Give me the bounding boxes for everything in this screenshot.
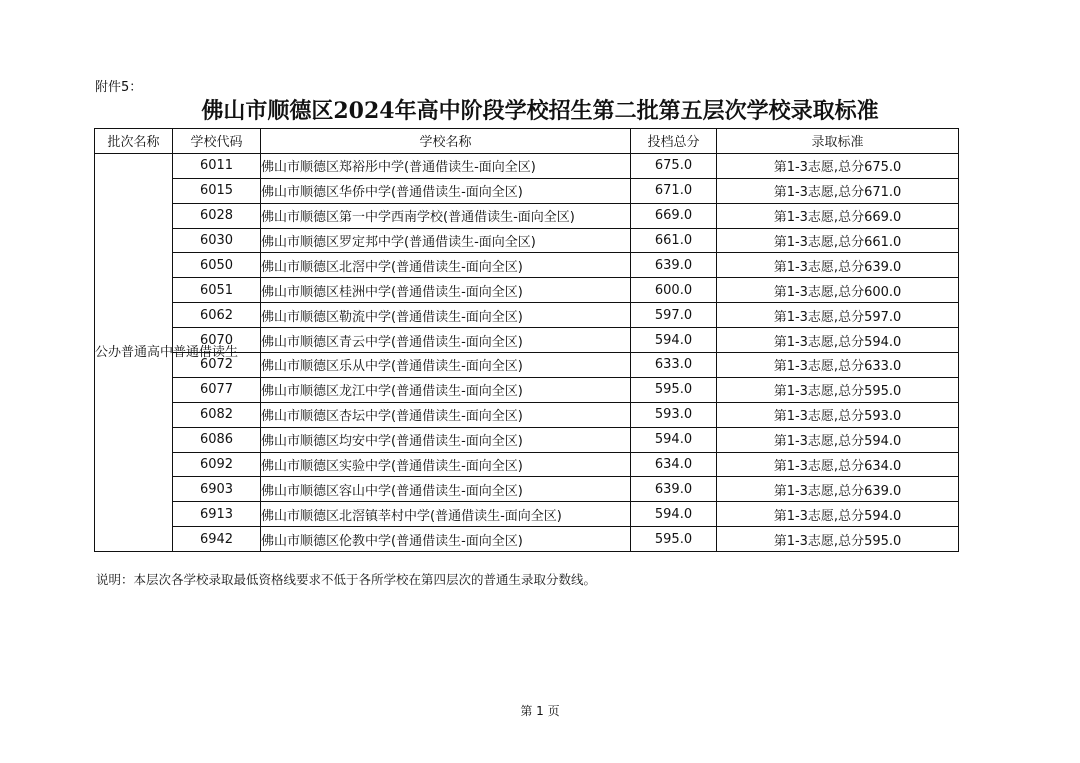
standard-cell: 第1-3志愿,总分661.0: [717, 228, 959, 253]
school-code-cell: 6011: [173, 153, 261, 178]
table-row: [95, 153, 959, 178]
school-name-cell: 佛山市顺德区桂洲中学(普通借读生-面向全区): [261, 278, 631, 303]
note-text: 说明：本层次各学校录取最低资格线要求不低于各所学校在第四层次的普通生录取分数线。: [96, 572, 597, 587]
school-name-cell: 佛山市顺德区青云中学(普通借读生-面向全区): [261, 328, 631, 353]
school-code-cell: 6903: [173, 477, 261, 502]
admission-table: [94, 128, 959, 552]
score-cell: 597.0: [631, 303, 717, 328]
score-cell: 595.0: [631, 527, 717, 552]
score-cell: 661.0: [631, 228, 717, 253]
table-row: [95, 502, 959, 527]
school-name-cell: 佛山市顺德区罗定邦中学(普通借读生-面向全区): [261, 228, 631, 253]
header-school-name: 学校名称: [261, 129, 631, 154]
school-code-cell: 6051: [173, 278, 261, 303]
page-number: 第 1 页: [520, 704, 560, 718]
standard-cell: 第1-3志愿,总分675.0: [717, 153, 959, 178]
standard-cell: 第1-3志愿,总分595.0: [717, 377, 959, 402]
standard-cell: 第1-3志愿,总分633.0: [717, 353, 959, 378]
table-row: [95, 203, 959, 228]
standard-cell: 第1-3志愿,总分669.0: [717, 203, 959, 228]
table-row: [95, 278, 959, 303]
standard-cell: 第1-3志愿,总分597.0: [717, 303, 959, 328]
school-code-cell: 6942: [173, 527, 261, 552]
score-cell: 593.0: [631, 402, 717, 427]
score-cell: 669.0: [631, 203, 717, 228]
school-code-cell: 6028: [173, 203, 261, 228]
school-name-cell: 佛山市顺德区北滘中学(普通借读生-面向全区): [261, 253, 631, 278]
school-name-cell: 佛山市顺德区华侨中学(普通借读生-面向全区): [261, 178, 631, 203]
table-row: [95, 477, 959, 502]
score-cell: 675.0: [631, 153, 717, 178]
batch-cell: 公办普通高中普通借读生: [95, 153, 173, 551]
table-row: [95, 527, 959, 552]
standard-cell: 第1-3志愿,总分634.0: [717, 452, 959, 477]
standard-cell: 第1-3志愿,总分671.0: [717, 178, 959, 203]
score-cell: 600.0: [631, 278, 717, 303]
school-name-cell: 佛山市顺德区第一中学西南学校(普通借读生-面向全区): [261, 203, 631, 228]
table-row: [95, 377, 959, 402]
standard-cell: 第1-3志愿,总分639.0: [717, 253, 959, 278]
score-cell: 594.0: [631, 502, 717, 527]
standard-cell: 第1-3志愿,总分595.0: [717, 527, 959, 552]
school-code-cell: 6072: [173, 353, 261, 378]
school-code-cell: 6050: [173, 253, 261, 278]
standard-cell: 第1-3志愿,总分593.0: [717, 402, 959, 427]
standard-cell: 第1-3志愿,总分600.0: [717, 278, 959, 303]
school-code-cell: 6030: [173, 228, 261, 253]
school-code-cell: 6082: [173, 402, 261, 427]
header-code: 学校代码: [173, 129, 261, 154]
school-name-cell: 佛山市顺德区杏坛中学(普通借读生-面向全区): [261, 402, 631, 427]
score-cell: 639.0: [631, 253, 717, 278]
score-cell: 634.0: [631, 452, 717, 477]
school-code-cell: 6913: [173, 502, 261, 527]
school-code-cell: 6086: [173, 427, 261, 452]
attachment-label: 附件5：: [95, 80, 143, 95]
header-batch: 批次名称: [95, 129, 173, 154]
school-code-cell: 6077: [173, 377, 261, 402]
school-code-cell: 6070: [173, 328, 261, 353]
school-code-cell: 6062: [173, 303, 261, 328]
header-standard: 录取标准: [717, 129, 959, 154]
table-row: [95, 303, 959, 328]
score-cell: 671.0: [631, 178, 717, 203]
standard-cell: 第1-3志愿,总分594.0: [717, 502, 959, 527]
table-row: [95, 452, 959, 477]
school-name-cell: 佛山市顺德区容山中学(普通借读生-面向全区): [261, 477, 631, 502]
table-row: [95, 228, 959, 253]
table-row: [95, 427, 959, 452]
standard-cell: 第1-3志愿,总分594.0: [717, 427, 959, 452]
score-cell: 639.0: [631, 477, 717, 502]
score-cell: 594.0: [631, 328, 717, 353]
standard-cell: 第1-3志愿,总分594.0: [717, 328, 959, 353]
school-name-cell: 佛山市顺德区伦教中学(普通借读生-面向全区): [261, 527, 631, 552]
table-row: [95, 178, 959, 203]
school-name-cell: 佛山市顺德区实验中学(普通借读生-面向全区): [261, 452, 631, 477]
school-code-cell: 6092: [173, 452, 261, 477]
school-name-cell: 佛山市顺德区勒流中学(普通借读生-面向全区): [261, 303, 631, 328]
school-name-cell: 佛山市顺德区均安中学(普通借读生-面向全区): [261, 427, 631, 452]
school-code-cell: 6015: [173, 178, 261, 203]
table-body: [95, 153, 959, 551]
score-cell: 594.0: [631, 427, 717, 452]
table-header-row: [95, 129, 959, 154]
table-row: [95, 253, 959, 278]
school-name-cell: 佛山市顺德区乐从中学(普通借读生-面向全区): [261, 353, 631, 378]
table-row: [95, 402, 959, 427]
header-score: 投档总分: [631, 129, 717, 154]
score-cell: 595.0: [631, 377, 717, 402]
school-name-cell: 佛山市顺德区北滘镇莘村中学(普通借读生-面向全区): [261, 502, 631, 527]
school-name-cell: 佛山市顺德区龙江中学(普通借读生-面向全区): [261, 377, 631, 402]
standard-cell: 第1-3志愿,总分639.0: [717, 477, 959, 502]
school-name-cell: 佛山市顺德区郑裕彤中学(普通借读生-面向全区): [261, 153, 631, 178]
score-cell: 633.0: [631, 353, 717, 378]
page-title: 佛山市顺德区2024年高中阶段学校招生第二批第五层次学校录取标准: [201, 98, 879, 124]
